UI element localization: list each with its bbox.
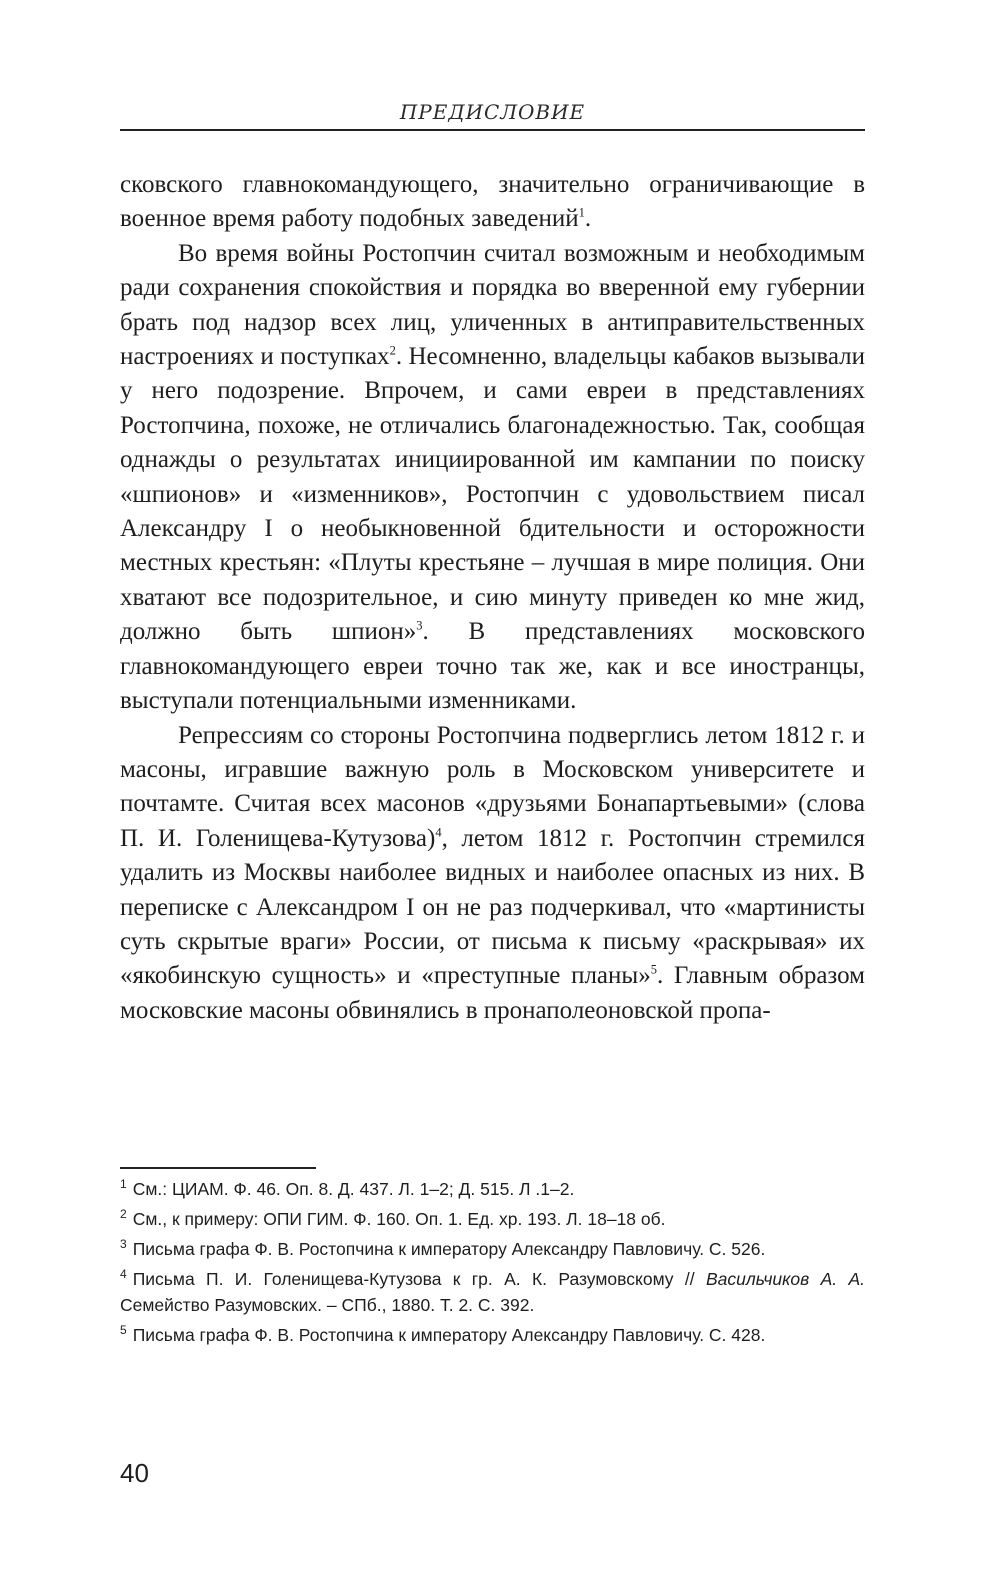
footnote-number: 5	[120, 1323, 127, 1338]
footnote-5	[120, 1322, 865, 1348]
main-text	[120, 168, 865, 1028]
paragraph-3-text-b: , летом 1812 г. Ростопчин стремился удалить из Москвы наиболее видных и наиболее опасных из них. В переписке с Александром I он не раз подчеркивал, что «мартинисты суть скрытые враги» России, от письма к письму «раскрывая» их «якобинскую сущность» и «преступные планы»	[120, 824, 866, 990]
footnote-number: 3	[120, 1237, 127, 1252]
footnote-1	[120, 1176, 865, 1202]
paragraph-2	[120, 237, 865, 719]
running-head: ПРЕДИСЛОВИЕ	[399, 100, 586, 124]
footnote-text: См., к примеру: ОПИ ГИМ. Ф. 160. Оп. 1. Ед. хр. 193. Л. 18–18 об.	[132, 1209, 666, 1229]
footnotes	[120, 1176, 865, 1352]
paragraph-2-text-b: . Несомненно, владельцы кабаков вызывали у него подозрение. Впрочем, и сами евреи в представлениях Ростопчина, похоже, не отличались благонадежностью. Так, сообщая однажды о результатах инициированной им кампании по поиску «шпионов» и «изменников», Ростопчин с удовольствием писал Александру I о необыкновенной бдительности и осторожности местных крестьян: «Плуты крестьяне – лучшая в мире полиция. Они хватают все подозрительное, и сию минуту приведен ко мне жид, должно быть шпион»	[120, 343, 866, 646]
page-number: 40	[120, 1458, 149, 1488]
paragraph-3-text-c: . Главным образом московские масоны обвинялись в пронаполеоновской пропа-	[120, 962, 865, 1024]
paragraph-3	[120, 719, 865, 1029]
paragraph-2-text-c: . В представлениях московского главнокомандующего евреи точно так же, как и все иностранцы, выступали потенциальными изменниками.	[120, 618, 866, 715]
footnote-ref-3[interactable]: 3	[416, 618, 423, 633]
footnote-text: См.: ЦИАМ. Ф. 46. Оп. 8. Д. 437. Л. 1–2; Д. 515. Л .1–2.	[132, 1179, 575, 1199]
footnote-ref-5[interactable]: 5	[650, 963, 657, 978]
header-rule	[120, 129, 865, 131]
footnote-3	[120, 1236, 865, 1262]
footnote-4	[120, 1266, 865, 1318]
footnote-text: Письма П. И. Голенищева-Кутузова к гр. А. К. Разумовскому //	[132, 1269, 706, 1289]
footnote-text: Письма графа Ф. В. Ростопчина к императору Александру Павловичу. С. 428.	[132, 1325, 766, 1345]
footnote-rule	[120, 1167, 316, 1169]
footnote-author: Васильчиков А. А.	[705, 1269, 865, 1289]
footnote-2	[120, 1206, 865, 1232]
paragraph-2-text-a: Во время войны Ростопчин считал возможным и необходимым ради сохранения спокойствия и порядка во вверенной ему губернии брать под надзор всех лиц, уличенных в антиправительственных настроениях и поступках	[120, 239, 865, 371]
footnote-number: 1	[120, 1177, 127, 1192]
paragraph-1-text: сковского главнокомандующего, значительно ограничивающие в военное время работу подобных заведений	[120, 171, 865, 233]
footnote-number: 2	[120, 1207, 127, 1222]
footnote-number: 4	[120, 1267, 127, 1282]
paragraph-1	[120, 168, 865, 237]
footnote-ref-1[interactable]: 1	[578, 206, 585, 221]
paragraph-3-text-a: Репрессиям со стороны Ростопчина подверглись летом 1812 г. и масоны, игравшие важную роль в Московском университете и почтамте. Считая всех масонов «друзьями Бонапартьевыми» (слова П. И. Голенищева-Кутузова)	[120, 721, 865, 852]
paragraph-1-end: .	[584, 205, 592, 233]
footnote-text: Письма графа Ф. В. Ростопчина к императору Александру Павловичу. С. 526.	[132, 1239, 766, 1259]
footnote-ref-4[interactable]: 4	[435, 825, 442, 840]
footnote-text: Семейство Разумовских. – СПб., 1880. Т. 2. С. 392.	[120, 1295, 535, 1315]
footnote-ref-2[interactable]: 2	[389, 343, 396, 358]
